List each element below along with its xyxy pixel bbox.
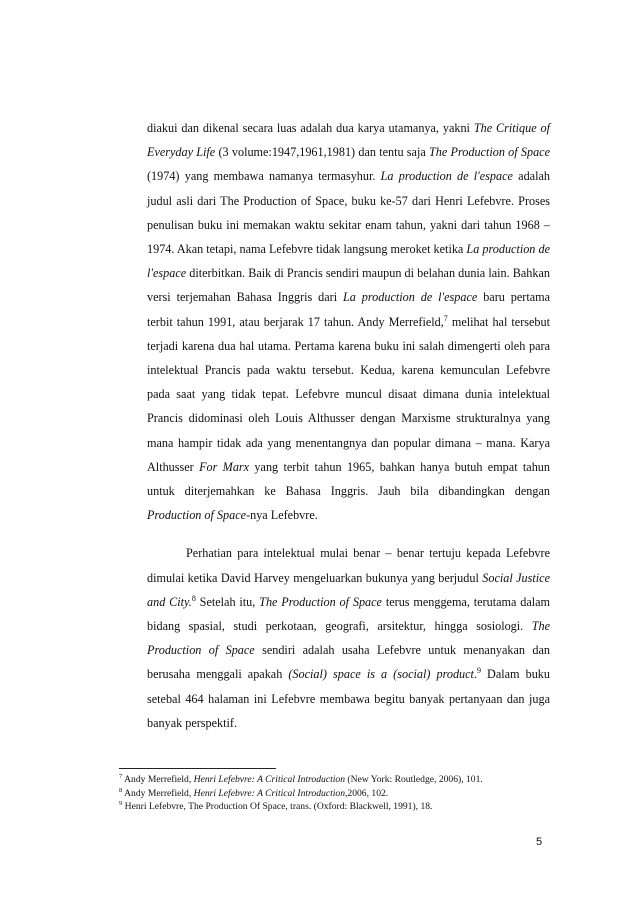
paragraph xyxy=(147,116,550,527)
text-run: ,2006, 102. xyxy=(345,787,389,799)
text-run: Henri Lefebvre, The Production Of Space, trans. (Oxford: Blackwell, 1991), 18. xyxy=(122,801,433,812)
italic-text: La production de l'espace xyxy=(343,290,478,305)
text-run: terus menggema, terutama dalam bidang spasial, studi perkotaan, geografi, arsitektur, hingga sosiologi. xyxy=(147,594,551,634)
text-run: Setelah itu, xyxy=(195,594,260,609)
italic-text: For Marx xyxy=(199,459,250,474)
text-run: baru pertama terbit tahun 1991, atau berjarak 17 tahun. Andy Merrefield, xyxy=(147,290,551,329)
text-run: (1974) yang membawa namanya termasyhur. xyxy=(147,169,381,184)
text-run: melihat hal tersebut terjadi karena dua hal utama. Pertama karena buku ini salah dimengerti oleh para intelektual Prancis pada waktu tersebut. Kedua, karena kemunculan Lefebvre pada saat yang tidak tepat. Lefebvre muncul disaat dimana dunia intelektual Prancis didominasi oleh Louis Althusser dengan Marxisme strukturalnya yang mana hampir tidak ada yang menentangnya dan popular dimana – mana. Karya Althusser xyxy=(147,314,550,474)
text-run: diterbitkan. Baik di Prancis sendiri maupun di belahan dunia lain. Bahkan versi terjemahan Bahasa Inggris dari xyxy=(147,266,550,305)
footnote xyxy=(119,800,559,814)
footnote-number: 7 xyxy=(119,772,123,780)
italic-text: The Production of Space xyxy=(429,145,551,160)
footnote-number: 8 xyxy=(119,786,123,794)
italic-text: Production of Space xyxy=(147,508,247,523)
text-run: (3 volume:1947,1961,1981) dan tentu saja xyxy=(215,145,430,160)
footnote-reference: 9 xyxy=(476,666,481,676)
italic-text: La production de l'espace xyxy=(380,169,513,184)
italic-text: The Production of Space xyxy=(147,619,550,658)
body-text xyxy=(147,116,550,735)
footnote-number: 9 xyxy=(119,799,123,807)
text-run: sendiri adalah usaha Lefebvre untuk menanyakan dan berusaha menggali apakah xyxy=(147,643,550,682)
italic-text: Henri Lefebvre: A Critical Introduction xyxy=(193,787,346,799)
italic-text: Henri Lefebvre: A Critical Introduction xyxy=(193,774,346,785)
italic-text: Social Justice and City. xyxy=(147,570,550,609)
footnote-text xyxy=(122,788,388,799)
footnote xyxy=(119,773,559,787)
text-run: adalah judul asli dari The Production of Space, buku ke-57 dari Henri Lefebvre. Proses penulisan buku ini memakan waktu sekitar enam tahun, yakni dari tahun 1968 – 1974. Akan tetapi, nama Lefebvre tidak langsung meroket ketika xyxy=(147,169,550,257)
text-run: diakui dan dikenal secara luas adalah dua karya utamanya, yakni xyxy=(147,121,474,135)
footnote-reference: 8 xyxy=(191,593,196,603)
text-run: Andy Merrefield, xyxy=(122,787,194,799)
page-number: 5 xyxy=(536,836,543,848)
text-run: Perhatian para intelektual mulai benar – benar tertuju kepada Lefebvre dimulai ketika David Harvey mengeluarkan bukunya yang berjudul xyxy=(147,546,550,585)
text-run: Andy Merrefield, xyxy=(122,774,194,785)
footnote-reference: 7 xyxy=(443,313,448,323)
paragraph xyxy=(147,541,550,735)
italic-text: The Critique of Everyday Life xyxy=(147,121,551,160)
footnote xyxy=(119,787,559,801)
italic-text: La production de l'espace xyxy=(147,242,550,281)
footnote-text xyxy=(122,801,432,812)
text-run: yang terbit tahun 1965, bahkan hanya butuh empat tahun untuk diterjemahkan ke Bahasa Inggris. Jauh bila dibandingkan dengan xyxy=(147,459,550,499)
text-run: . xyxy=(473,667,477,682)
text-run: Dalam buku setebal 464 halaman ini Lefebvre membawa begitu banyak pertanyaan dan juga banyak perspektif. xyxy=(147,667,550,730)
italic-text: (Social) space is a (social) product xyxy=(288,667,474,682)
footnote-text xyxy=(122,774,483,785)
italic-text: The Production of Space xyxy=(259,594,382,609)
text-run: -nya Lefebvre. xyxy=(246,508,318,523)
footnotes xyxy=(119,773,559,814)
footnote-separator xyxy=(119,768,276,769)
text-run: (New York: Routledge, 2006), 101. xyxy=(345,774,483,785)
